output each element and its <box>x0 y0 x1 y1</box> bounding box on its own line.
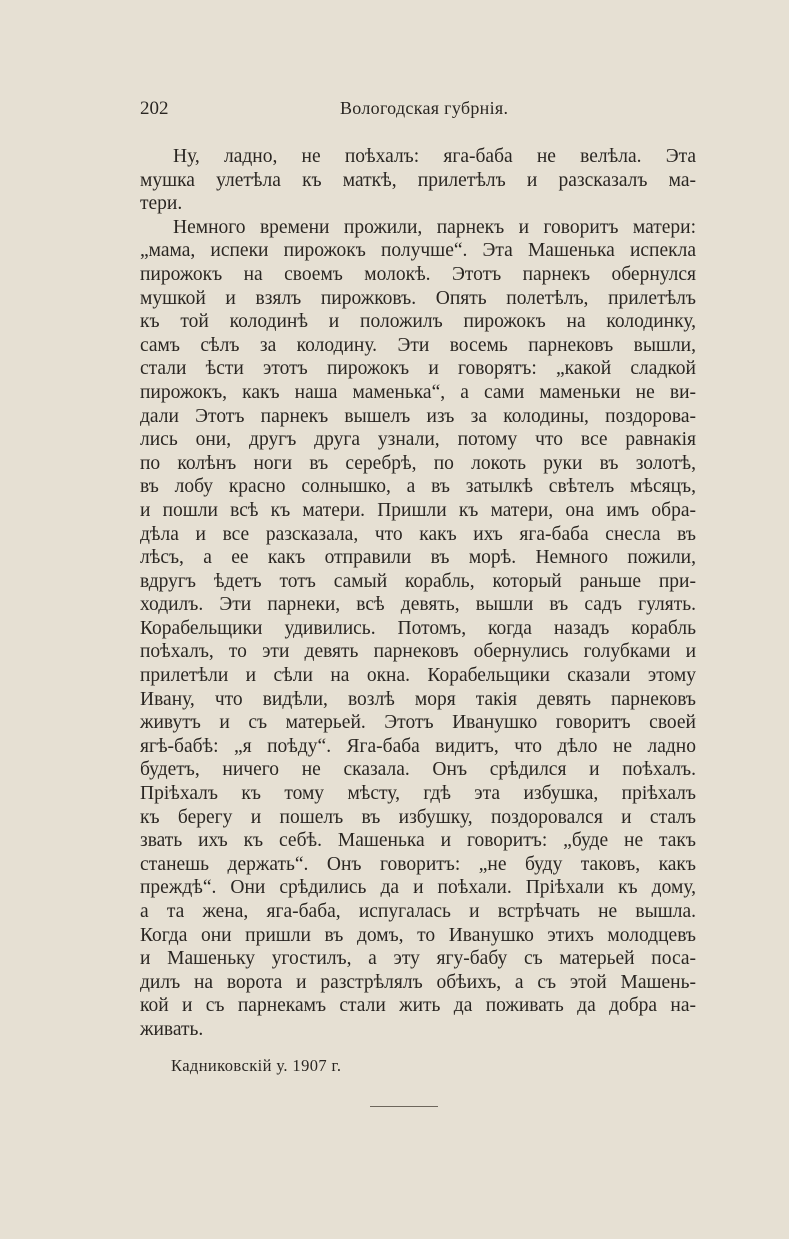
text-line: Ивану, что видѣли, возлѣ моря такія девять парнековъ <box>140 688 696 710</box>
text-line: тери. <box>140 193 183 215</box>
text-line: пирожокъ на своемъ молокѣ. Этотъ парнекъ обернулся <box>140 263 696 285</box>
source-signature: Кадниковскій у. 1907 г. <box>171 1056 342 1075</box>
text-line: кой и съ парнекамъ стали жить да поживать да добра на- <box>140 995 696 1017</box>
text-line: Когда они пришли въ домъ, то Иванушко этихъ молодцевъ <box>140 924 696 946</box>
text-line: дѣла и все разсказала, что какъ ихъ яга-баба снесла въ <box>140 523 696 545</box>
text-line: мушкой и взялъ пирожковъ. Опять полетѣлъ, прилетѣлъ <box>140 287 696 309</box>
text-line: вдругъ ѣдетъ тотъ самый корабль, который раньше при- <box>140 570 696 592</box>
text-line: дали Этотъ парнекъ вышелъ изъ за колодины, поздорова- <box>140 405 696 427</box>
text-line: живутъ и съ матерьей. Этотъ Иванушко говоритъ своей <box>140 712 696 734</box>
text-line: звать ихъ къ себѣ. Машенька и говоритъ: „буде не такъ <box>140 830 696 852</box>
closing-rule <box>370 1106 438 1107</box>
text-line: въ лобу красно солнышко, а въ затылкѣ свѣтелъ мѣсяцъ, <box>140 476 696 498</box>
body-text <box>140 145 696 1042</box>
text-line: а та жена, яга-баба, испугалась и встрѣчать не вышла. <box>140 901 696 922</box>
text-line: мушка улетѣла къ маткѣ, прилетѣлъ и разсказалъ ма- <box>140 169 696 191</box>
text-line: поѣхалъ, то эти девять парнековъ обернулись голубками и <box>140 641 696 663</box>
text-line: стали ѣсти этотъ пирожокъ и говорятъ: „какой сладкой <box>140 358 696 380</box>
text-line: и Машеньку угостилъ, а эту ягу-бабу съ матерьей поса- <box>140 948 696 970</box>
text-line: ягѣ-бабѣ: „я поѣду“. Яга-баба видитъ, что дѣло не ладно <box>140 735 696 757</box>
text-line: Пріѣхалъ къ тому мѣсту, гдѣ эта избушка, пріѣхалъ <box>140 783 696 805</box>
page-header <box>140 98 650 126</box>
text-line: будетъ, ничего не сказала. Онъ срѣдился и поѣхалъ. <box>140 759 696 781</box>
text-line: лись они, другъ друга узнали, потому что все равнакія <box>140 429 696 451</box>
running-head: Вологодская губрнія. <box>340 98 509 118</box>
text-line: самъ сѣлъ за колодину. Эти восемь парнековъ вышли, <box>140 334 696 356</box>
text-line: Корабельщики удивились. Потомъ, когда назадъ корабль <box>140 617 696 639</box>
text-line: пирожокъ, какъ наша маменька“, а сами маменьки не ви- <box>140 381 696 403</box>
text-line: станешь держать“. Онъ говоритъ: „не буду таковъ, какъ <box>140 853 696 875</box>
text-line: лѣсъ, а ее какъ отправили въ морѣ. Немного пожили, <box>140 547 696 569</box>
text-line: и пошли всѣ къ матери. Пришли къ матери, она имъ обра- <box>140 499 696 521</box>
text-line: живать. <box>140 1018 204 1040</box>
page-number: 202 <box>140 98 169 119</box>
text-line: ходилъ. Эти парнеки, всѣ девять, вышли въ садъ гулять. <box>140 594 696 616</box>
text-line: преждѣ“. Они срѣдились да и поѣхали. Пріѣхали къ дому, <box>140 877 696 899</box>
text-line: Ну, ладно, не поѣхалъ: яга-баба не велѣла. Эта <box>173 146 696 167</box>
text-line: къ берегу и пошелъ въ избушку, поздоровался и сталъ <box>140 806 696 828</box>
text-line: дилъ на ворота и разстрѣлялъ обѣихъ, а съ этой Машень- <box>140 971 696 993</box>
text-line: Немного времени прожили, парнекъ и говоритъ матери: <box>173 216 696 238</box>
text-line: по колѣнъ ноги въ серебрѣ, по локоть руки въ золотѣ, <box>140 452 696 474</box>
text-line: прилетѣли и сѣли на окна. Корабельщики сказали этому <box>140 665 696 687</box>
text-line: къ той колодинѣ и положилъ пирожокъ на колодинку, <box>140 311 696 333</box>
text-line: „мама, испеки пирожокъ получше“. Эта Машенька испекла <box>140 240 696 262</box>
